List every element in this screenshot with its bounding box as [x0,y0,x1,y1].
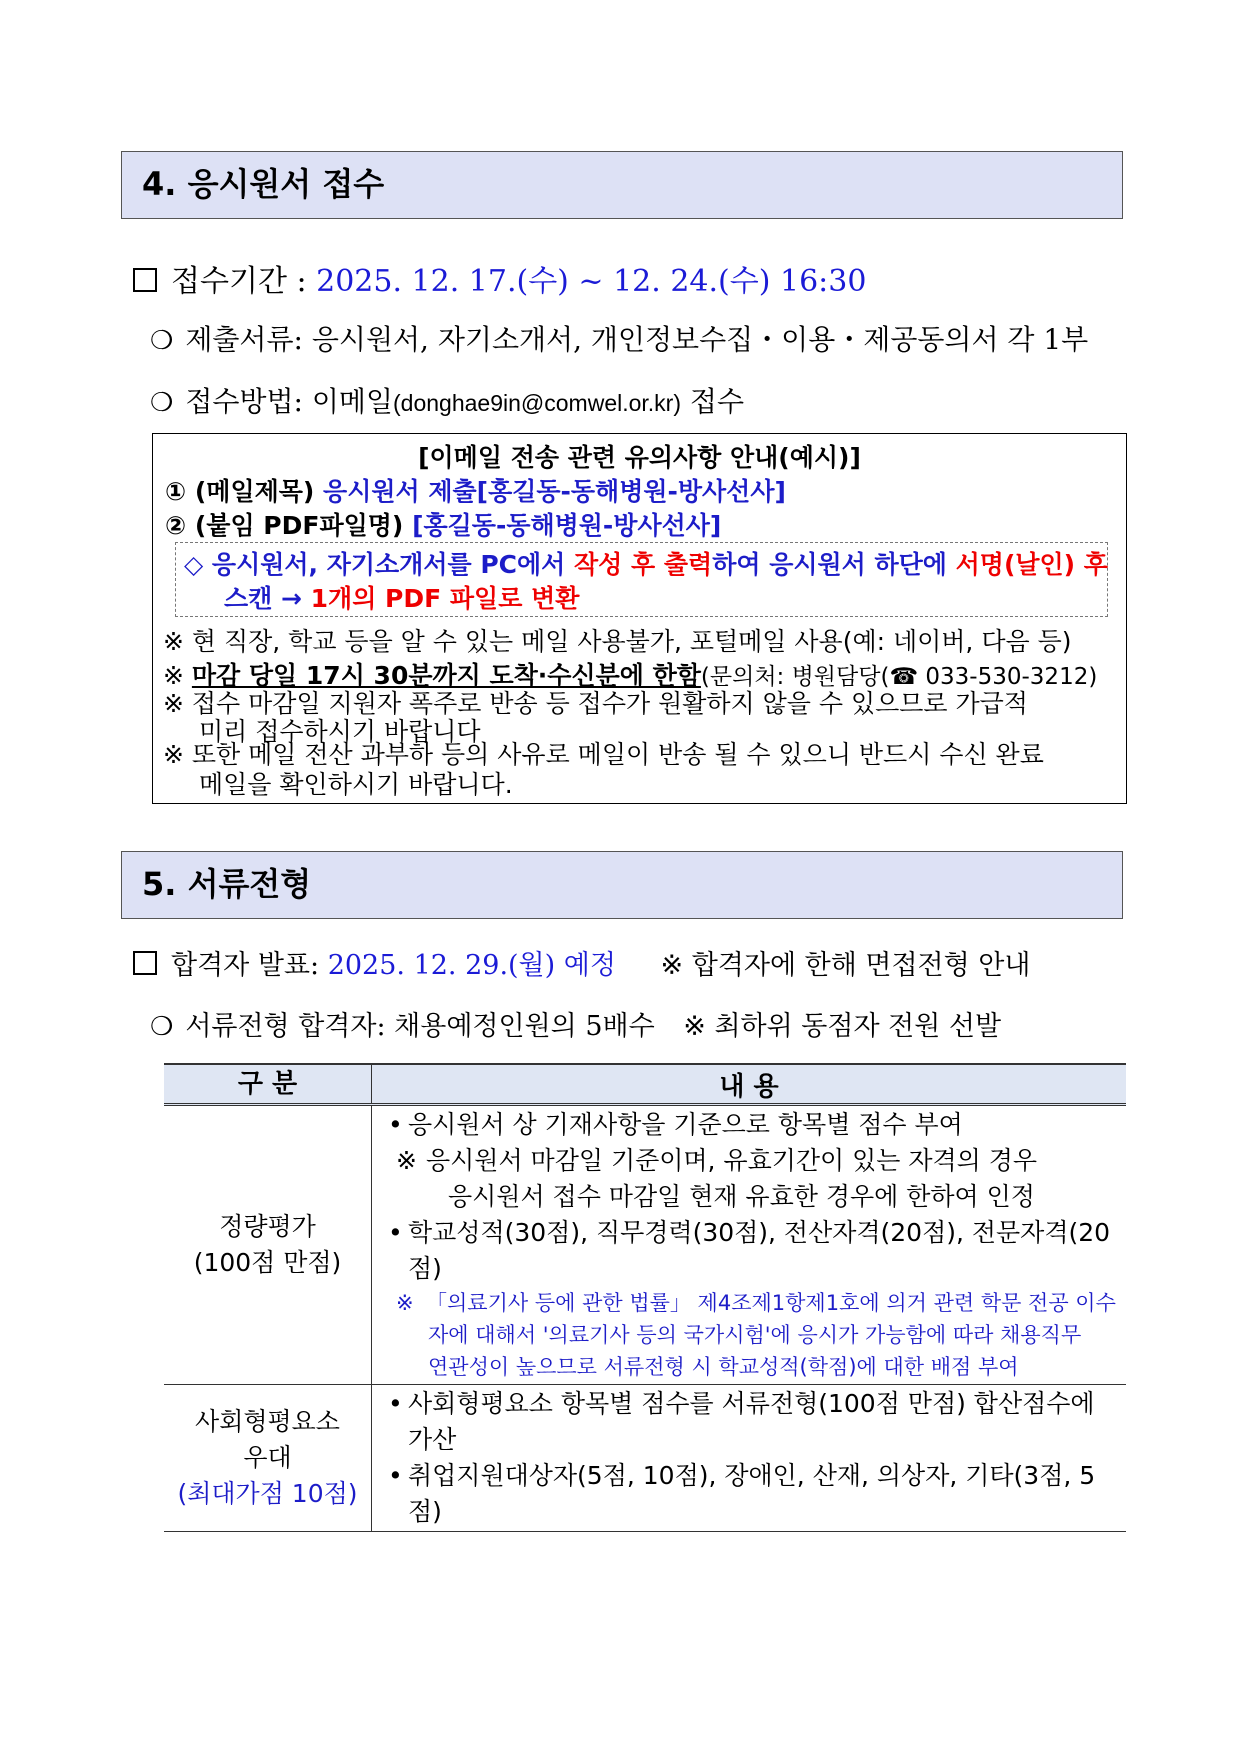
pass-value: 채용예정인원의 5배수 [394,1011,655,1042]
attach-label: ② (붙임 PDF파일명) [165,511,404,540]
checkbox-square-icon [133,268,157,292]
row1-bullet-1: • 응시원서 상 기재사항을 기준으로 항목별 점수 부여 [386,1107,1125,1143]
row2-bullet-1-line1: • 사회형평요소 항목별 점수를 서류전형(100점 만점) 합산점수에 [408,1389,1095,1418]
row2-category-line1: 사회형평요소 [195,1407,340,1436]
row2-bullet-2: • 취업지원대상자(5점, 10점), 장애인, 산재, 의상자, 기타(3점, 5점) [386,1458,1125,1530]
row1-note-2-line1: 「의료기사 등에 관한 법률」 제4조제1항제1호에 의거 관련 학문 전공 이수 [426,1291,1116,1315]
row2-category-line3: (최대가점 10점) [177,1479,358,1508]
row1-note-1 [386,1143,1125,1215]
note4-line1: ※ 또한 메일 전산 과부하 등의 사유로 메일이 반송 될 수 있으니 반드시 수신 완료 [163,740,1044,769]
note-mark: ※ [396,1146,417,1175]
section-5-header [121,851,1123,919]
header-category: 구 분 [164,1064,372,1105]
period-label: 접수기간 : [171,264,307,299]
submission-method [150,380,744,420]
subject-label: ① (메일제목) [165,477,315,506]
note-mark: ※ [396,1291,414,1315]
row1-note-2-line3: 연관성이 높으므로 서류전형 시 학교성적(학점)에 대한 배점 부여 [428,1355,1019,1379]
notice-note-2 [163,656,1097,692]
note3-line2: 미리 접수하시기 바랍니다 [199,717,481,746]
table-header-row [164,1064,1126,1105]
row1-note-1-line2: 응시원서 접수 마감일 현재 유효한 경우에 한하여 인정 [448,1182,1035,1211]
notice-subject [165,472,786,508]
table-row [164,1105,1126,1385]
notice-attachment [165,506,721,542]
email-notice-box [152,433,1127,804]
method-email-prefix: 이메일 [311,385,394,418]
attach-value: [홍길동-동해병원-방사선사] [412,511,722,540]
instruction-part-c: 하여 응시원서 하단에 [712,550,956,579]
documents-value: 응시원서, 자기소개서, 개인정보수집・이용・제공동의서 각 1부 [311,323,1089,356]
pass-note: ※ 최하위 동점자 전원 선발 [683,1011,1002,1042]
circle-bullet-icon: ❍ [150,326,174,356]
row1-category [164,1105,372,1385]
row2-bullet-1-line2: 가산 [408,1425,457,1454]
section-4-header [121,151,1123,219]
note2-mark: ※ [163,661,192,690]
method-label: 접수방법: [185,385,303,418]
row2-bullet-1 [386,1386,1125,1458]
note2-contact: (문의처: 병원담당(☎ 033-530-3212) [700,664,1098,690]
notice-note-1: ※ 현 직장, 학교 등을 알 수 있는 메일 사용불가, 포털메일 사용(예: 네이버, 다음 등) [163,627,1072,656]
instruction-part-b: 작성 후 출력 [574,550,713,579]
instruction-part-e: 스캔 → [224,584,311,613]
section-5-title: 5. 서류전형 [142,865,312,903]
method-suffix: 접수 [689,385,745,418]
pdf-instruction-line1 [184,545,1108,581]
row1-category-line2: (100점 만점) [193,1248,342,1277]
instruction-part-f: 1개의 PDF 파일로 변환 [310,584,580,613]
note2-deadline: 마감 당일 17시 30분까지 도착·수신분에 한함 [191,661,701,690]
note3-line1: ※ 접수 마감일 지원자 폭주로 반송 등 접수가 원활하지 않을 수 있으므로 가급적 [163,689,1028,718]
circle-bullet-icon: ❍ [150,388,174,418]
evaluation-table [164,1063,1126,1532]
row1-note-1-line1: 응시원서 마감일 기준이며, 유효기간이 있는 자격의 경우 [426,1146,1038,1175]
pdf-instruction-box [175,542,1108,617]
row2-content [372,1385,1127,1532]
period-value: 2025. 12. 17.(수) ~ 12. 24.(수) 16:30 [316,264,867,299]
row1-category-line1: 정량평가 [219,1212,316,1241]
subject-value: 응시원서 제출[홍길동-동해병원-방사선사] [323,477,786,506]
announce-label: 합격자 발표: [171,950,320,981]
instruction-part-a: ◇ 응시원서, 자기소개서를 PC에서 [184,550,575,579]
notice-title: [이메일 전송 관련 유의사항 안내(예시)] [418,443,861,472]
row1-note-2 [386,1287,1125,1383]
pdf-instruction-line2 [224,579,579,615]
application-period [133,256,866,300]
result-announcement [133,943,1030,982]
announce-note: ※ 합격자에 한해 면접전형 안내 [660,950,1031,981]
document-screening-pass [150,1004,1001,1043]
circle-bullet-icon: ❍ [150,1012,174,1042]
method-email: (donghae9in@comwel.or.kr) [393,390,681,416]
notice-note-4 [163,740,1044,800]
row1-note-2-line2: 자에 대해서 '의료기사 등의 국가시험'에 응시가 가능함에 따라 채용직무 [428,1323,1082,1347]
notice-note-3 [163,690,1028,746]
note4-line2: 메일을 확인하시기 바랍니다. [199,770,513,799]
section-4-title: 4. 응시원서 접수 [142,165,385,203]
pass-label: 서류전형 합격자: [185,1011,386,1042]
header-content: 내 용 [372,1064,1127,1105]
submission-documents [150,318,1088,358]
instruction-part-d: 서명(날인) 후 [955,550,1108,579]
table-row [164,1385,1126,1532]
announce-value: 2025. 12. 29.(월) 예정 [327,950,616,981]
checkbox-square-icon [133,951,157,975]
row2-category [164,1385,372,1532]
row1-bullet-2: • 학교성적(30점), 직무경력(30점), 전산자격(20점), 전문자격(20점) [386,1215,1125,1287]
documents-label: 제출서류: [185,323,303,356]
row1-content [372,1105,1127,1385]
row2-category-line2: 우대 [243,1443,292,1472]
